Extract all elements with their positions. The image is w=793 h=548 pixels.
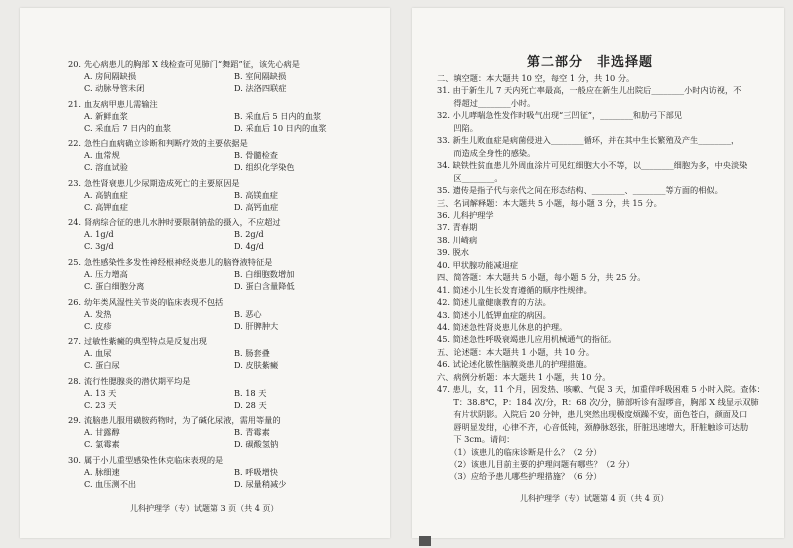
scanner-mark (419, 536, 431, 546)
right-line-25: 六、病例分析题：本大题共 1 小题，共 10 分。 (437, 371, 611, 382)
question-text: 急性肾衰患儿少尿期造成死亡的主要原因是 (84, 177, 240, 188)
question-number: 26. (68, 296, 82, 307)
option-b: B. 肠套叠 (234, 348, 270, 359)
option-a: A. 高钠血症 (84, 189, 128, 200)
option-c: C. 皮疹 (84, 320, 112, 331)
question-number: 24. (68, 217, 82, 228)
right-line-7: 而造成全身性的感染。 (437, 147, 536, 158)
question-28 (68, 376, 190, 386)
option-a: A. 血尿 (84, 348, 112, 359)
option-a: A. 13 天 (84, 387, 117, 398)
option-c: C. 溶血试验 (84, 162, 128, 173)
option-d: D. 皮肤紫癜 (234, 360, 279, 371)
option-c: C. 3g/d (84, 241, 114, 252)
right-line-2: 31. 由于新生儿 7 天内死亡率最高，一般应在新生儿出院后________小时内访视，不 (437, 85, 742, 96)
part-title: 第二部分 非选择题 (527, 55, 654, 70)
question-text: 流脑患儿服用磺胺药物时，为了碱化尿液，需用等量的 (84, 415, 281, 426)
question-text: 过敏性紫癜的典型特点是反复出现 (84, 336, 207, 347)
question-text: 属于小儿重型感染性休克临床表现的是 (84, 455, 224, 465)
option-a: A. 甘露醇 (84, 427, 120, 438)
right-line-21: 44. 简述急性肾炎患儿休息的护理。 (437, 322, 568, 332)
right-line-16: 40. 甲状腺功能减退症 (437, 259, 519, 270)
option-c: C. 采血后 7 日内的血浆 (84, 122, 172, 133)
question-25 (68, 257, 272, 267)
right-line-18: 41. 简述小儿生长发育遵循的顺序性规律。 (437, 284, 592, 295)
option-c: C. 氯霉素 (84, 439, 120, 450)
option-a: A. 压力增高 (84, 269, 128, 279)
option-b: B. 呼吸增快 (234, 467, 278, 477)
question-23 (68, 178, 240, 188)
option-c: C. 血压测不出 (84, 479, 137, 489)
option-d: D. 4g/d (234, 241, 264, 252)
option-a: A. 发热 (84, 308, 112, 319)
option-a: A. 新鲜血浆 (84, 110, 128, 121)
right-line-20: 43. 简述小儿低钾血症的病因。 (437, 309, 551, 320)
question-30 (68, 455, 223, 465)
option-d: D. 尿量稍减少 (234, 479, 287, 489)
left-page-footer: 儿科护理学（专）试题第 3 页（共 4 页） (130, 504, 279, 513)
question-number: 21. (68, 98, 82, 109)
option-d: D. 高钙血症 (234, 201, 279, 212)
option-b: B. 2g/d (234, 229, 264, 240)
option-d: D. 法洛四联症 (234, 83, 287, 93)
question-text: 急性白血病确立诊断和判断疗效的主要依据是 (84, 138, 248, 149)
right-line-5: 凹陷。 (437, 122, 478, 133)
question-number: 28. (68, 375, 82, 386)
right-line-3: 得超过________小时。 (437, 97, 536, 108)
question-number: 20. (68, 59, 82, 69)
right-line-13: 37. 青春期 (437, 222, 478, 233)
question-number: 25. (68, 257, 82, 267)
option-d: D. 蛋白含量降低 (234, 281, 295, 291)
option-a: A. 房间隔缺损 (84, 71, 137, 81)
right-line-22: 45. 简述急性呼吸衰竭患儿应用机械通气的指征。 (437, 334, 617, 345)
right-line-4: 32. 小儿哮喘急性发作时吸气出现“三凹征”，________和肋弓下部见 (437, 110, 683, 121)
option-c: C. 高钾血症 (84, 201, 128, 212)
right-line-32: （2）该患儿目前主要的护理问题有哪些？（2 分） (437, 458, 635, 469)
question-number: 23. (68, 177, 82, 188)
right-line-26: 47. 患儿，女，11 个月，因发热、咳嗽、气促 3 天，加重伴呼吸困难 5 小时入院。查体： (437, 384, 765, 395)
option-c: C. 动脉导管未闭 (84, 83, 145, 93)
right-line-33: （3）应给予患儿哪些护理措施？（6 分） (437, 471, 602, 482)
right-line-11: 三、名词解释题：本大题共 5 小题，每小题 3 分，共 15 分。 (437, 197, 662, 208)
right-line-19: 42. 简述儿童健康教育的方法。 (437, 297, 551, 308)
option-c: C. 蛋白尿 (84, 360, 120, 371)
option-b: B. 恶心 (234, 308, 262, 319)
right-line-1: 二、填空题：本大题共 10 空，每空 1 分，共 10 分。 (437, 73, 635, 83)
option-b: B. 采血后 5 日内的血浆 (234, 110, 322, 121)
option-d: D. 碳酸氢钠 (234, 439, 279, 450)
right-line-24: 46. 试论述化脓性脑膜炎患儿的护理措施。 (437, 359, 592, 370)
option-b: B. 白细胞数增加 (234, 269, 295, 279)
option-a: A. 血常规 (84, 150, 120, 161)
option-d: D. 组织化学染色 (234, 162, 295, 173)
right-line-6: 33. 新生儿败血症是病菌侵进入________循环，并在其中生长繁殖及产生________， (437, 135, 740, 146)
question-number: 22. (68, 138, 82, 149)
question-text: 流行性腮腺炎的潜伏期平均是 (84, 375, 191, 386)
option-b: B. 室间隔缺损 (234, 71, 287, 81)
right-line-30: 下 3cm。请问： (437, 434, 515, 445)
right-line-27: T：38.8℃，P：184 次/分，R：68 次/分，肺部听诊有湿啰音，胸部 X 线显示双肺 (437, 396, 759, 407)
right-line-23: 五、论述题：本大题共 1 小题，共 10 分。 (437, 346, 595, 357)
question-text: 幼年类风湿性关节炎的临床表现不包括 (84, 296, 224, 307)
option-b: B. 高镁血症 (234, 189, 278, 200)
question-26 (68, 297, 223, 307)
right-page-footer: 儿科护理学（专）试题第 4 页（共 4 页） (520, 494, 669, 503)
question-22 (68, 138, 248, 148)
option-c: C. 蛋白细胞分离 (84, 281, 145, 291)
right-line-12: 36. 儿科护理学 (437, 209, 494, 220)
question-27 (68, 336, 207, 346)
option-d: D. 肝脾肿大 (234, 320, 279, 331)
question-21 (68, 99, 158, 109)
option-c: C. 23 天 (84, 399, 117, 410)
question-number: 30. (68, 455, 82, 465)
question-text: 肾病综合征的患儿水肿时要限制钠盐的摄入，不应超过 (84, 217, 281, 228)
option-d: D. 采血后 10 日内的血浆 (234, 122, 327, 133)
right-line-15: 39. 脱水 (437, 247, 469, 258)
question-text: 先心病患儿的胸部 X 线检查可见肺门“舞蹈”征，该先心病是 (84, 59, 300, 69)
right-line-9: 区________。 (437, 172, 503, 183)
option-a: A. 脉细速 (84, 467, 120, 477)
question-20 (68, 59, 300, 69)
right-line-10: 35. 遗传是指子代与亲代之间在形态结构、________、________等方面的相似。 (437, 185, 723, 196)
question-number: 27. (68, 336, 82, 347)
right-line-31: （1）该患儿的临床诊断是什么？（2 分） (437, 446, 602, 457)
question-text: 血友病甲患儿需输注 (84, 98, 158, 109)
question-24 (68, 217, 281, 227)
option-b: B. 骨髓检查 (234, 150, 278, 161)
question-number: 29. (68, 415, 82, 426)
option-d: D. 28 天 (234, 399, 267, 410)
right-line-17: 四、简答题：本大题共 5 小题，每小题 5 分，共 25 分。 (437, 272, 646, 283)
right-line-29: 唇明显发绀，心律不齐，心音低钝，颈静脉怒张，肝脏迅速增大，肝脏触诊可达肋 (437, 421, 749, 432)
question-29 (68, 415, 281, 425)
option-b: B. 青霉素 (234, 427, 270, 438)
option-b: B. 18 天 (234, 387, 267, 398)
question-text: 急性感染性多发性神经根神经炎患儿的脑脊液特征是 (84, 257, 273, 267)
right-line-14: 38. 川崎病 (437, 234, 478, 245)
right-line-28: 有片状阴影。入院后 20 分钟，患儿突然出现极度烦躁不安，面色苍白，颜面及口 (437, 409, 748, 420)
right-line-8: 34. 缺铁性贫血患儿外周血涂片可见红细胞大小不等，以________细胞为多，中央淡染 (437, 160, 748, 171)
option-a: A. 1g/d (84, 229, 114, 240)
